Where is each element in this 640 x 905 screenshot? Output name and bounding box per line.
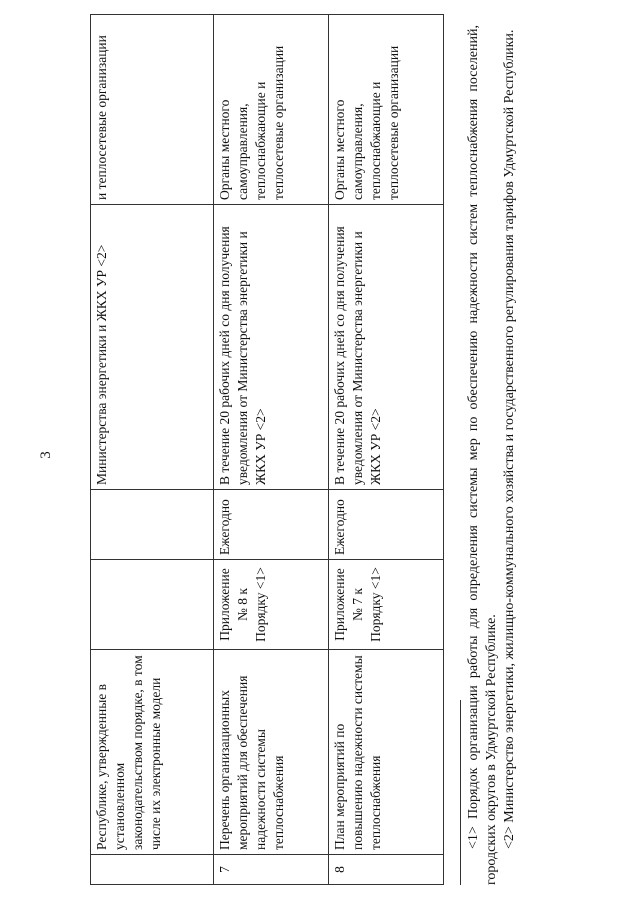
footnote-1: <1> Порядок организации работы для определения системы мер по обеспечению надежности систем теплоснабжения поселений, городских округов в Удмуртской Республике. bbox=[466, 25, 499, 885]
cell-number: 8 bbox=[329, 855, 444, 885]
cell-name: План мероприятий по повышению надежности системы теплоснабжения bbox=[329, 650, 444, 855]
cell-deadline: В течение 20 рабочих дней со дня получения уведомления от Министерства энергетики и ЖКХ УР <2> bbox=[329, 205, 444, 490]
measures-table bbox=[90, 14, 444, 885]
cell-deadline: В течение 20 рабочих дней со дня получения уведомления от Министерства энергетики и ЖКХ УР <2> bbox=[214, 205, 329, 490]
cell-name: Перечень организационных мероприятий для обеспечения надежности системы теплоснабжения bbox=[214, 650, 329, 855]
table-row bbox=[329, 15, 444, 885]
table-row bbox=[91, 15, 214, 885]
footnote-separator bbox=[460, 700, 461, 885]
cell-reference bbox=[91, 560, 214, 650]
cell-period: Ежегодно bbox=[214, 490, 329, 560]
table-row bbox=[214, 15, 329, 885]
cell-period bbox=[91, 490, 214, 560]
footnotes bbox=[460, 25, 519, 885]
cell-deadline: Министерства энергетики и ЖКХ УР <2> bbox=[91, 205, 214, 490]
cell-number: 7 bbox=[214, 855, 329, 885]
cell-responsible: и теплосетевые организации bbox=[91, 15, 214, 205]
page-number: 3 bbox=[38, 451, 54, 459]
cell-responsible: Органы местного самоуправления, теплоснабжающие и теплосетевые организации bbox=[214, 15, 329, 205]
cell-responsible: Органы местного самоуправления, теплоснабжающие и теплосетевые организации bbox=[329, 15, 444, 205]
cell-name: Республике, утвержденные в установленном законодательством порядке, в том числе их электронные модели bbox=[91, 650, 214, 855]
cell-number bbox=[91, 855, 214, 885]
footnote-2: <2> Министерство энергетики, жилищно-коммунального хозяйства и государственного регулирования тарифов Удмуртской Республики. bbox=[502, 29, 517, 849]
cell-reference: Приложение № 7 к Порядку <1> bbox=[329, 560, 444, 650]
cell-reference: Приложение № 8 к Порядку <1> bbox=[214, 560, 329, 650]
cell-period: Ежегодно bbox=[329, 490, 444, 560]
